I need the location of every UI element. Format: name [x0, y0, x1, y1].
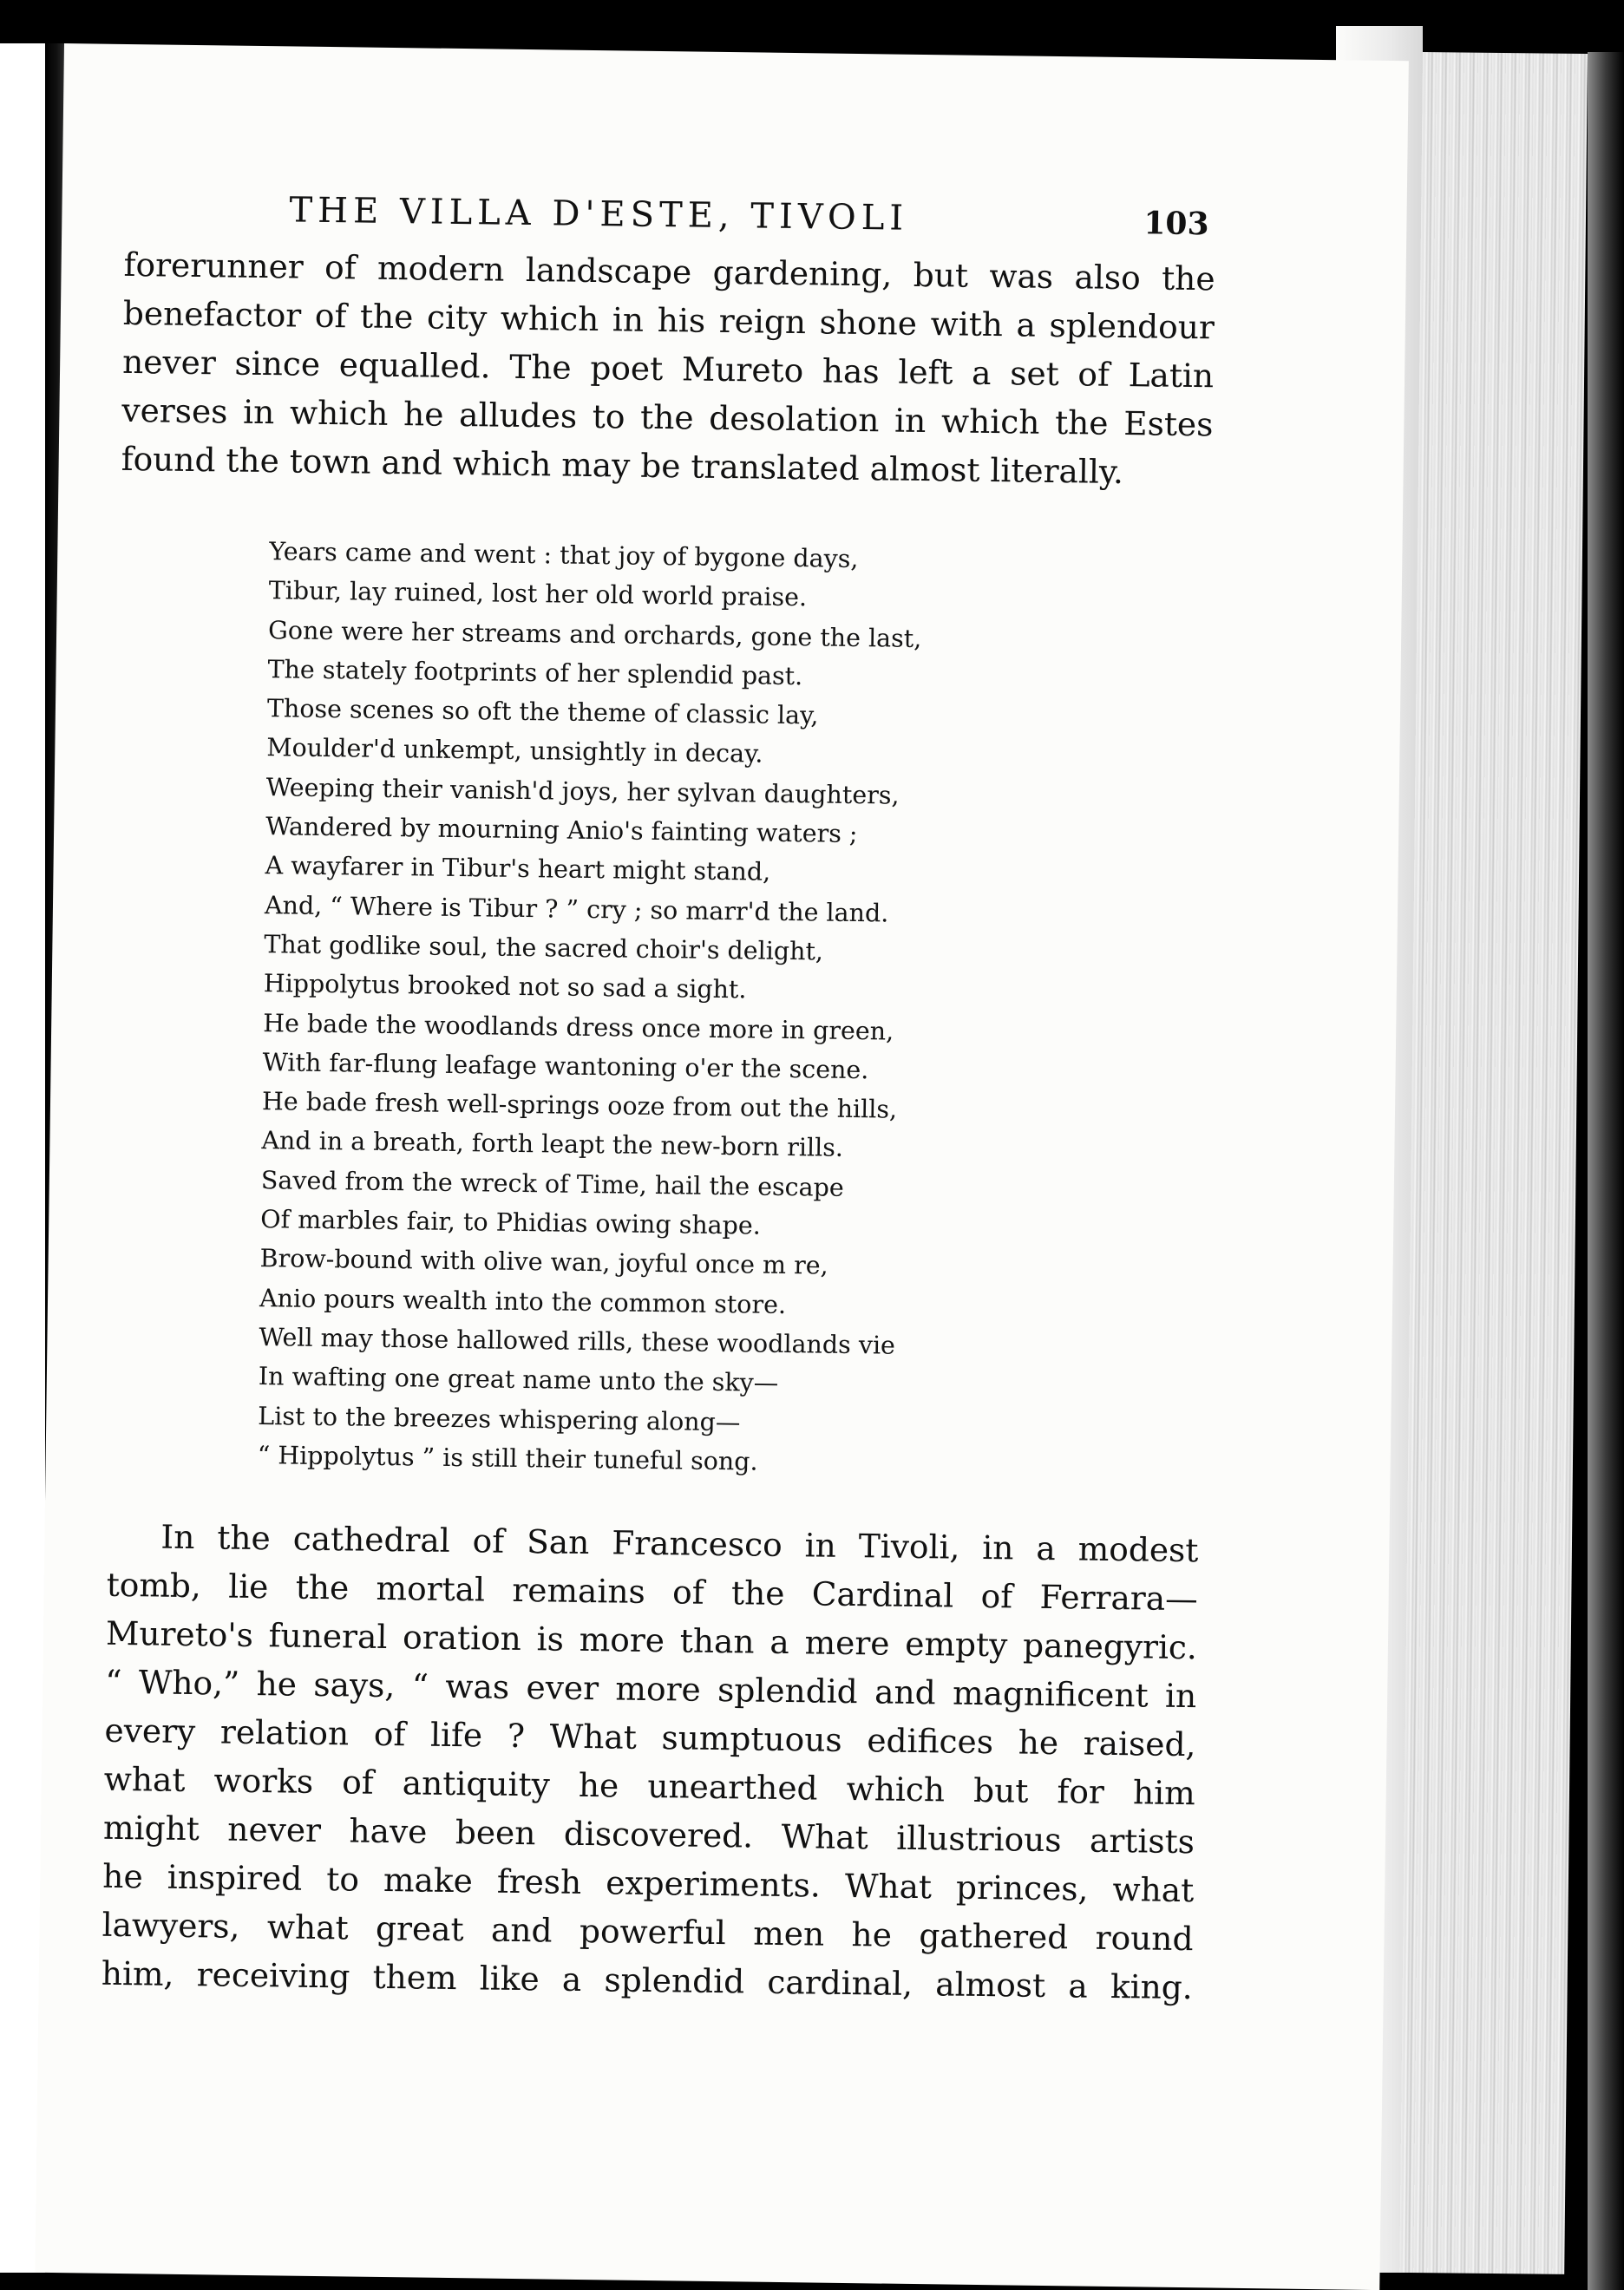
text-line: he inspired to make fresh experiments. What princes, what — [102, 1856, 1195, 1910]
poem-line: Years came and went : that joy of bygone days, — [269, 537, 859, 574]
facing-page-edge — [0, 43, 45, 2273]
book-edge-shadow — [1588, 52, 1624, 2290]
running-title: THE VILLA D'ESTE, TIVOLI — [289, 190, 909, 239]
text-line: never since equalled. The poet Mureto has left a set of Latin — [121, 342, 1215, 396]
poem-line: List to the breezes whispering along— — [258, 1401, 741, 1436]
poem-line: In wafting one great name unto the sky— — [258, 1362, 779, 1398]
poem-line: Saved from the wreck of Time, hail the escape — [260, 1165, 844, 1202]
poem-line: Gone were her streams and orchards, gone the last, — [267, 615, 922, 653]
poem-line: He bade the woodlands dress once more in green, — [263, 1008, 894, 1046]
text-line: what works of antiquity he unearthed which but for him — [103, 1759, 1195, 1813]
poem-line: Wandered by mourning Anio's fainting waters ; — [265, 812, 858, 849]
poem-line: That godlike soul, the sacred choir's delight, — [264, 930, 824, 966]
text-line: him, receiving them like a splendid cardinal, almost a king. — [101, 1953, 1194, 2007]
poem-line: Weeping their vanish'd joys, her sylvan daughters, — [265, 772, 900, 810]
text-line: benefactor of the city which in his reign shone with a splendour — [122, 293, 1215, 347]
poem-line: Moulder'd unkempt, unsightly in decay. — [266, 733, 763, 769]
paragraph-intro — [121, 240, 1215, 497]
poem-line: “ Hippolytus ” is still their tuneful song. — [257, 1440, 758, 1476]
poem-line: The stately footprints of her splendid past. — [267, 655, 803, 691]
poem-line: Anio pours wealth into the common store. — [259, 1283, 787, 1319]
text-line: verses in which he alludes to the desolation in which the Estes — [121, 390, 1214, 444]
poem-line: With far-flung leafage wantoning o'er the scene. — [262, 1047, 869, 1085]
poem-translation — [257, 532, 1050, 1485]
text-line: “ Who,” he says, “ was ever more splendid and magnificent in — [104, 1662, 1197, 1716]
poem-line: Tibur, lay ruined, lost her old world praise. — [268, 576, 808, 612]
book-page — [35, 43, 1409, 2290]
page-number: 103 — [1143, 205, 1209, 243]
text-line: found the town and which may be translated almost literally. — [121, 439, 1124, 492]
text-line: forerunner of modern landscape gardening, but was also the — [123, 245, 1215, 298]
poem-line: And, “ Where is Tibur ? ” cry ; so marr'd the land. — [264, 890, 889, 928]
text-line: tomb, lie the mortal remains of the Cardinal of Ferrara— — [106, 1565, 1198, 1619]
poem-line: Hippolytus brooked not so sad a sight. — [263, 969, 747, 1004]
stacked-page-edges — [1399, 52, 1588, 2274]
poem-line: And in a breath, forth leapt the new-born rills. — [261, 1126, 844, 1163]
paragraph-cathedral — [102, 1512, 1199, 2012]
text-line: lawyers, what great and powerful men he gathered round — [102, 1905, 1194, 1959]
poem-line: Brow-bound with olive wan, joyful once m re, — [259, 1244, 828, 1280]
text-line: might never have been discovered. What illustrious artists — [102, 1808, 1195, 1861]
text-line: Mureto's funeral oration is more than a mere empty panegyric. — [105, 1613, 1198, 1667]
poem-line: A wayfarer in Tibur's heart might stand, — [265, 851, 771, 887]
poem-line: Of marbles fair, to Phidias owing shape. — [260, 1205, 762, 1240]
poem-line: Those scenes so oft the theme of classic lay, — [266, 694, 819, 730]
text-line: every relation of life ? What sumptuous edifices he raised, — [104, 1711, 1196, 1764]
text-line: In the cathedral of San Francesco in Tivoli, in a modest — [160, 1517, 1199, 1570]
poem-line: Well may those hallowed rills, these woodlands vie — [259, 1323, 896, 1360]
poem-line: He bade fresh well-springs ooze from out the hills, — [261, 1087, 898, 1124]
